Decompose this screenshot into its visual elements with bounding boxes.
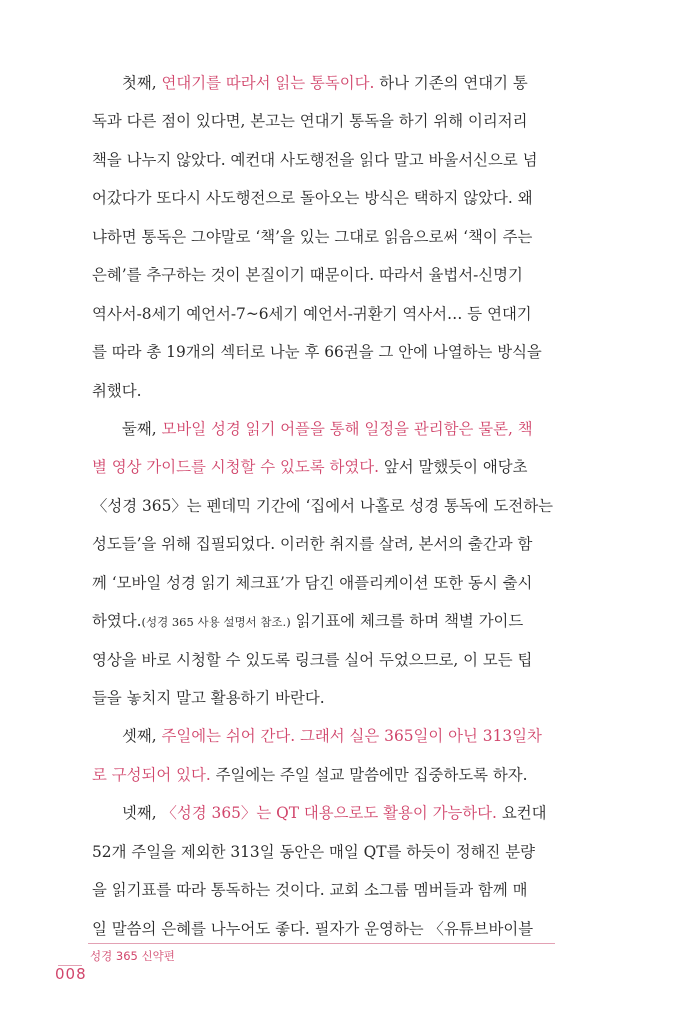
paragraph-2-line bbox=[92, 410, 554, 448]
paragraph-1-line bbox=[92, 372, 554, 410]
paragraph-4-line bbox=[92, 833, 554, 871]
text-segment: 들을 놓치지 말고 활용하기 바란다. bbox=[92, 689, 325, 707]
body-text bbox=[92, 64, 554, 948]
text-segment: 독과 다른 점이 있다면, 본고는 연대기 통독을 하기 위해 이리저리 bbox=[92, 112, 528, 131]
highlighted-text: 로 구성되어 있다. bbox=[92, 765, 211, 784]
text-segment: 〈성경 365〉는 펜데믹 기간에 ‘집에서 나홀로 성경 통독에 도전하는 bbox=[92, 496, 554, 515]
text-segment: 요컨대 bbox=[496, 804, 547, 823]
text-segment: 취했다. bbox=[92, 381, 142, 400]
highlighted-text: 연대기를 따라서 읽는 통독이다. bbox=[161, 74, 375, 92]
text-segment: 하였다. bbox=[92, 612, 142, 631]
running-footer-title: 성경 365 신약편 bbox=[90, 949, 175, 963]
paragraph-1-line bbox=[92, 179, 554, 217]
text-segment: 책을 나누지 않았다. 예컨대 사도행전을 읽다 말고 바울서신으로 넘 bbox=[92, 150, 538, 169]
paragraph-1-line bbox=[92, 102, 554, 140]
paragraph-1-line bbox=[92, 295, 554, 333]
text-segment: 을 읽기표를 따라 통독하는 것이다. 교회 소그룹 멤버들과 함께 매 bbox=[92, 881, 528, 900]
paragraph-2-line bbox=[92, 487, 554, 525]
highlighted-text: 모바일 성경 읽기 어플을 통해 일정을 관리함은 물론, 책 bbox=[161, 419, 533, 438]
text-segment: 영상을 바로 시청할 수 있도록 링크를 실어 두었으므로, 이 모든 팁 bbox=[92, 650, 533, 669]
paragraph-4-line bbox=[92, 871, 554, 909]
paragraph-1-line bbox=[92, 141, 554, 179]
paragraph-2-line bbox=[92, 564, 554, 602]
text-segment: 어갔다가 또다시 사도행전으로 돌아오는 방식은 택하지 않았다. 왜 bbox=[92, 189, 533, 208]
highlighted-text: 별 영상 가이드를 시청할 수 있도록 하였다. bbox=[92, 458, 379, 477]
paragraph-2-line bbox=[92, 525, 554, 563]
text-segment: 둘째, bbox=[122, 419, 162, 438]
text-segment: 넷째, bbox=[122, 804, 162, 823]
paragraph-3-line bbox=[92, 756, 554, 794]
text-segment: 주일에는 주일 설교 말씀에만 집중하도록 하자. bbox=[210, 765, 528, 784]
page-number: 008 bbox=[55, 965, 87, 983]
text-segment: 냐하면 통독은 그야말로 ‘책’을 있는 그대로 읽음으로써 ‘책이 주는 bbox=[92, 227, 533, 246]
paragraph-1-line bbox=[92, 333, 554, 371]
paragraph-2-line bbox=[92, 602, 554, 640]
text-segment: 앞서 말했듯이 애당초 bbox=[379, 458, 528, 477]
paragraph-4-line bbox=[92, 794, 554, 832]
highlighted-text: 주일에는 쉬어 간다. 그래서 실은 365일이 아닌 313일차 bbox=[161, 727, 542, 746]
paragraph-1-line bbox=[92, 256, 554, 294]
text-segment: 성도들’을 위해 집필되었다. 이러한 취지를 살려, 본서의 출간과 함 bbox=[92, 535, 533, 554]
paragraph-1-line bbox=[92, 64, 554, 102]
text-segment: 역사서-8세기 예언서-7~6세기 예언서-귀환기 역사서… 등 연대기 bbox=[92, 304, 532, 323]
highlighted-text: 〈성경 365〉는 QT 대용으로도 활용이 가능하다. bbox=[161, 804, 497, 823]
text-segment: 하나 기존의 연대기 통 bbox=[374, 74, 528, 92]
text-segment: 셋째, bbox=[122, 727, 162, 746]
paragraph-1-line bbox=[92, 218, 554, 256]
text-segment: 첫째, bbox=[122, 74, 162, 92]
text-segment: 52개 주일을 제외한 313일 동안은 매일 QT를 하듯이 정해진 분량 bbox=[92, 842, 535, 861]
paragraph-2-line bbox=[92, 679, 554, 717]
paragraph-2-line bbox=[92, 641, 554, 679]
paragraph-2-line bbox=[92, 448, 554, 486]
text-segment: 읽기표에 체크를 하며 책별 가이드 bbox=[290, 612, 524, 631]
paragraph-3-line bbox=[92, 717, 554, 755]
footer-rule bbox=[88, 943, 555, 944]
text-segment: 를 따라 총 19개의 섹터로 나눈 후 66권을 그 안에 나열하는 방식을 bbox=[92, 343, 542, 362]
reference-note: (성경 365 사용 설명서 참조.) bbox=[141, 615, 291, 630]
text-segment: 께 ‘모바일 성경 읽기 체크표’가 담긴 애플리케이션 또한 동시 출시 bbox=[92, 573, 533, 592]
text-segment: 은혜’를 추구하는 것이 본질이기 때문이다. 따라서 율법서-신명기 bbox=[92, 266, 523, 285]
text-segment: 일 말씀의 은혜를 나누어도 좋다. 필자가 운영하는 〈유튜브바이블 bbox=[92, 919, 534, 938]
